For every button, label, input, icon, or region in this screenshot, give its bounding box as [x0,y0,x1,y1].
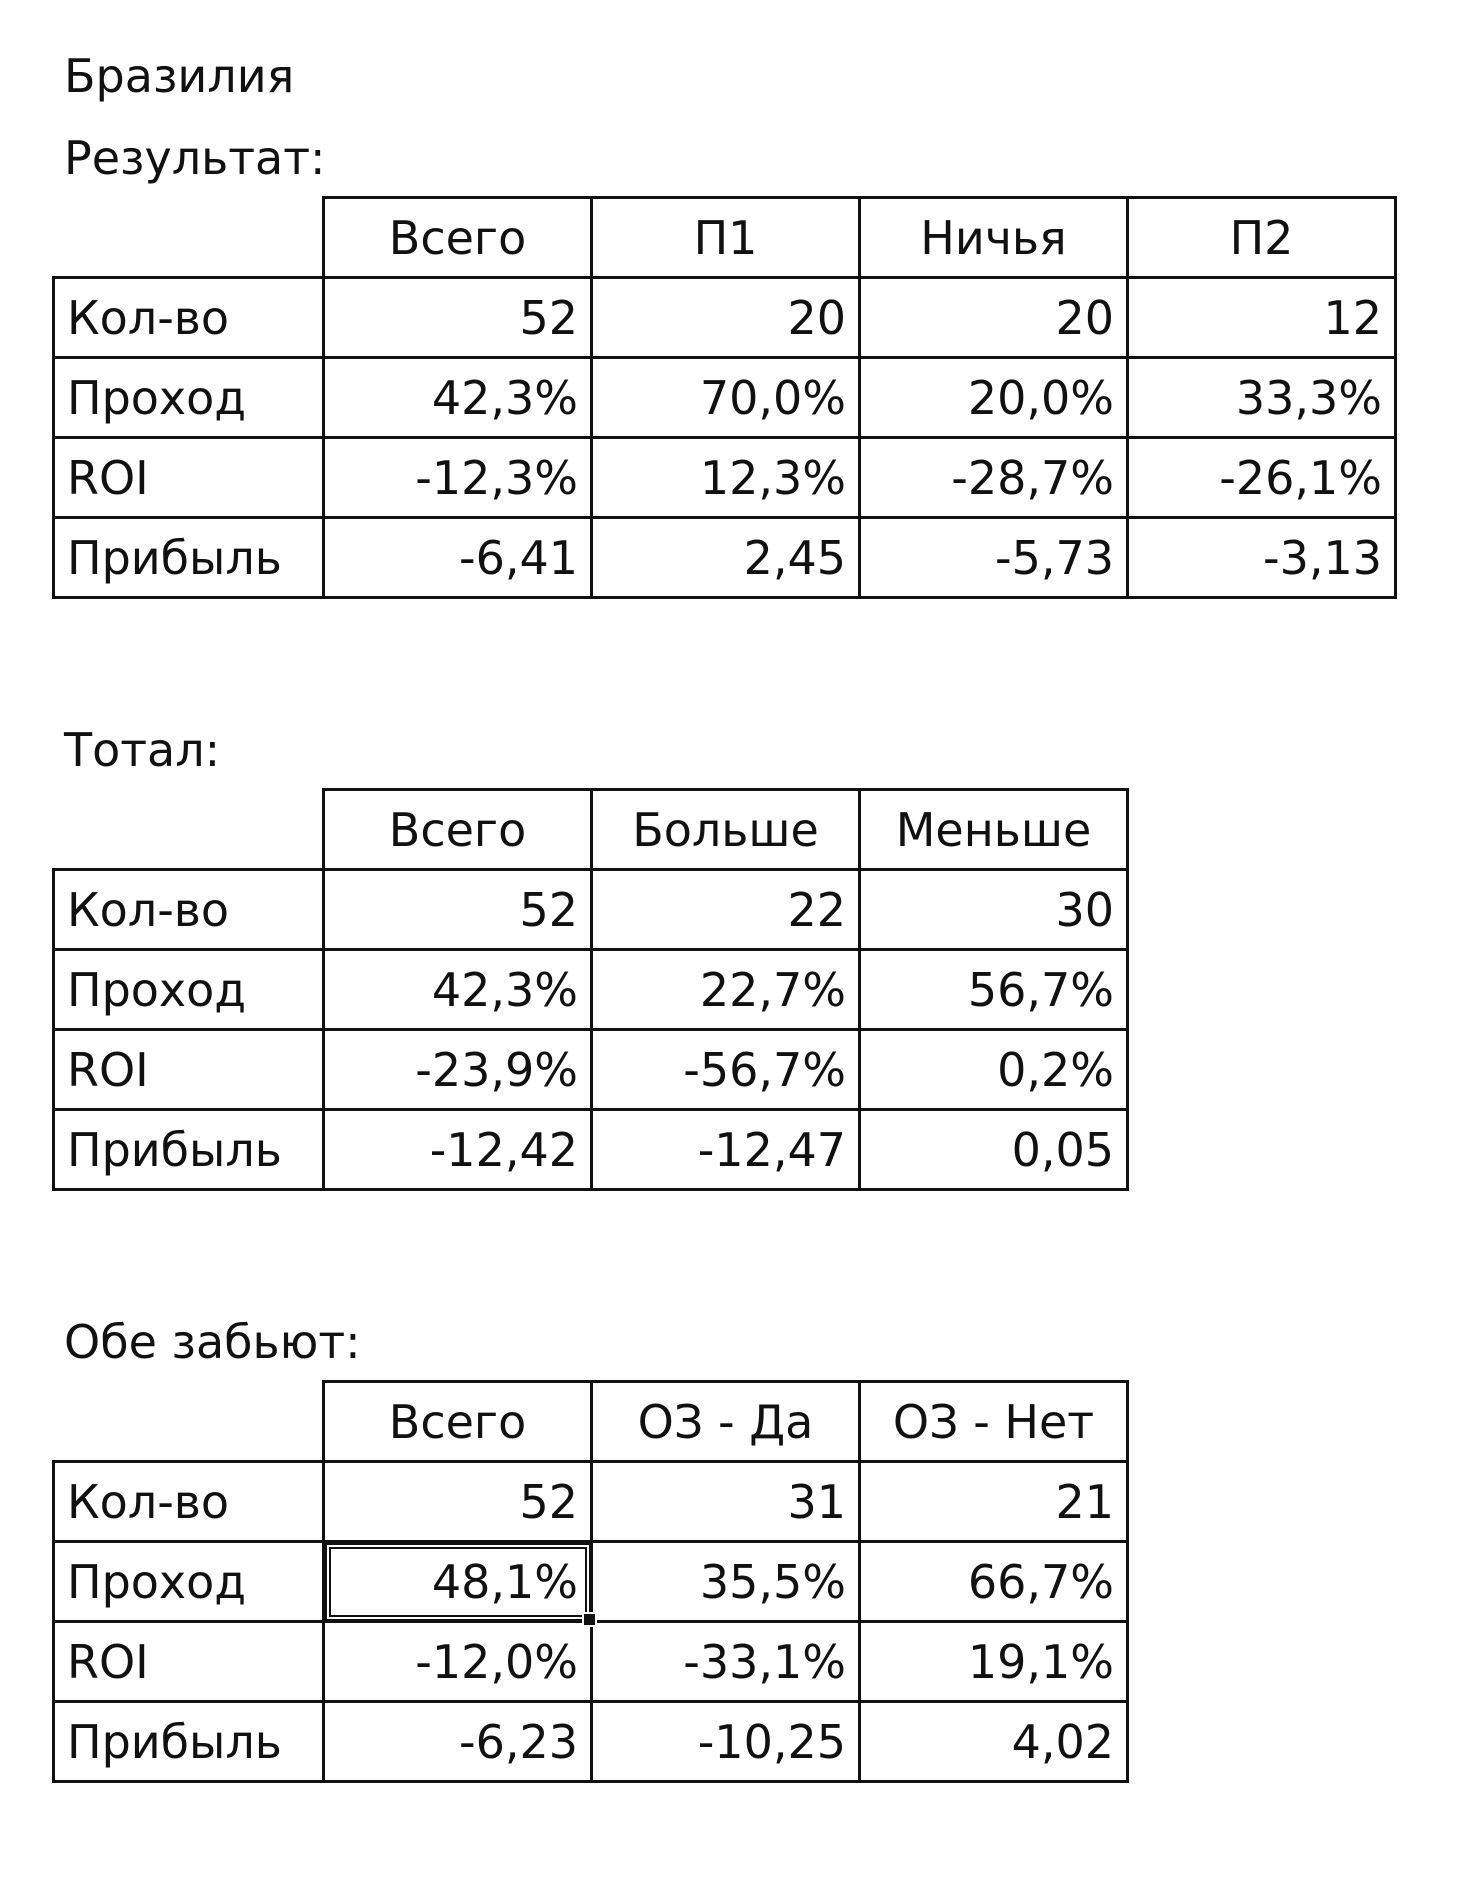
data-cell[interactable]: 2,45 [592,518,860,598]
table-row [54,1030,1128,1110]
table-row [54,1462,1128,1542]
column-header[interactable]: Всего [324,1382,592,1462]
row-label[interactable]: Кол-во [54,870,324,950]
table-row [54,518,1396,598]
corner-cell[interactable] [54,198,324,278]
fill-handle[interactable] [582,1612,597,1627]
table-caption-total: Тотал: [64,723,221,777]
table-row [54,358,1396,438]
data-cell[interactable]: 0,05 [860,1110,1128,1190]
data-cell[interactable]: 42,3% [324,358,592,438]
row-label[interactable]: Проход [54,950,324,1030]
data-cell[interactable]: 12,3% [592,438,860,518]
row-label[interactable]: ROI [54,1030,324,1110]
row-label[interactable]: Кол-во [54,278,324,358]
data-cell[interactable]: 33,3% [1128,358,1396,438]
data-cell[interactable]: 12 [1128,278,1396,358]
data-cell[interactable]: 22 [592,870,860,950]
column-header[interactable]: ОЗ - Нет [860,1382,1128,1462]
data-cell[interactable]: -3,13 [1128,518,1396,598]
column-header[interactable]: Ничья [860,198,1128,278]
data-cell[interactable]: 30 [860,870,1128,950]
table-header-row [54,198,1396,278]
row-label[interactable]: Прибыль [54,1702,324,1782]
table-row [54,1702,1128,1782]
table-row [54,1622,1128,1702]
data-cell[interactable]: -33,1% [592,1622,860,1702]
table-row [54,1110,1128,1190]
table-caption-result: Результат: [64,131,326,185]
data-cell[interactable]: -10,25 [592,1702,860,1782]
total-table [52,788,1129,1191]
data-cell[interactable]: 22,7% [592,950,860,1030]
data-cell[interactable]: 42,3% [324,950,592,1030]
data-cell[interactable]: 31 [592,1462,860,1542]
data-cell[interactable]: -12,3% [324,438,592,518]
selected-cell[interactable] [324,1542,592,1622]
column-header[interactable]: П2 [1128,198,1396,278]
data-cell[interactable]: -56,7% [592,1030,860,1110]
row-label[interactable]: Кол-во [54,1462,324,1542]
column-header[interactable]: П1 [592,198,860,278]
data-cell[interactable]: -5,73 [860,518,1128,598]
sheet-heading: Бразилия [64,49,295,103]
table-row [54,438,1396,518]
corner-cell[interactable] [54,1382,324,1462]
table-caption-both-score: Обе забьют: [64,1315,361,1369]
data-cell[interactable]: 70,0% [592,358,860,438]
column-header[interactable]: Меньше [860,790,1128,870]
table-header-row [54,1382,1128,1462]
table-row [54,950,1128,1030]
data-cell[interactable]: 66,7% [860,1542,1128,1622]
data-cell[interactable]: 52 [324,870,592,950]
row-label[interactable]: Прибыль [54,1110,324,1190]
data-cell[interactable]: 52 [324,1462,592,1542]
data-cell[interactable]: -23,9% [324,1030,592,1110]
column-header[interactable]: Всего [324,198,592,278]
data-cell[interactable]: 4,02 [860,1702,1128,1782]
row-label[interactable]: ROI [54,438,324,518]
data-cell[interactable]: 0,2% [860,1030,1128,1110]
table-row [54,278,1396,358]
data-cell[interactable]: -12,0% [324,1622,592,1702]
corner-cell[interactable] [54,790,324,870]
data-cell[interactable]: 56,7% [860,950,1128,1030]
data-cell[interactable]: -12,47 [592,1110,860,1190]
column-header[interactable]: Больше [592,790,860,870]
data-cell[interactable]: -6,23 [324,1702,592,1782]
row-label[interactable]: ROI [54,1622,324,1702]
row-label[interactable]: Прибыль [54,518,324,598]
table-row [54,1542,1128,1622]
selected-cell-value: 48,1% [431,1554,578,1609]
data-cell[interactable]: 20 [860,278,1128,358]
data-cell[interactable]: -26,1% [1128,438,1396,518]
data-cell[interactable]: 20,0% [860,358,1128,438]
data-cell[interactable]: -12,42 [324,1110,592,1190]
column-header[interactable]: Всего [324,790,592,870]
data-cell[interactable]: 21 [860,1462,1128,1542]
data-cell[interactable]: 35,5% [592,1542,860,1622]
data-cell[interactable]: -6,41 [324,518,592,598]
both-score-table [52,1380,1129,1783]
table-row [54,870,1128,950]
column-header[interactable]: ОЗ - Да [592,1382,860,1462]
data-cell[interactable]: -28,7% [860,438,1128,518]
row-label[interactable]: Проход [54,358,324,438]
data-cell[interactable]: 19,1% [860,1622,1128,1702]
row-label[interactable]: Проход [54,1542,324,1622]
table-header-row [54,790,1128,870]
result-table [52,196,1397,599]
data-cell[interactable]: 20 [592,278,860,358]
data-cell[interactable]: 52 [324,278,592,358]
